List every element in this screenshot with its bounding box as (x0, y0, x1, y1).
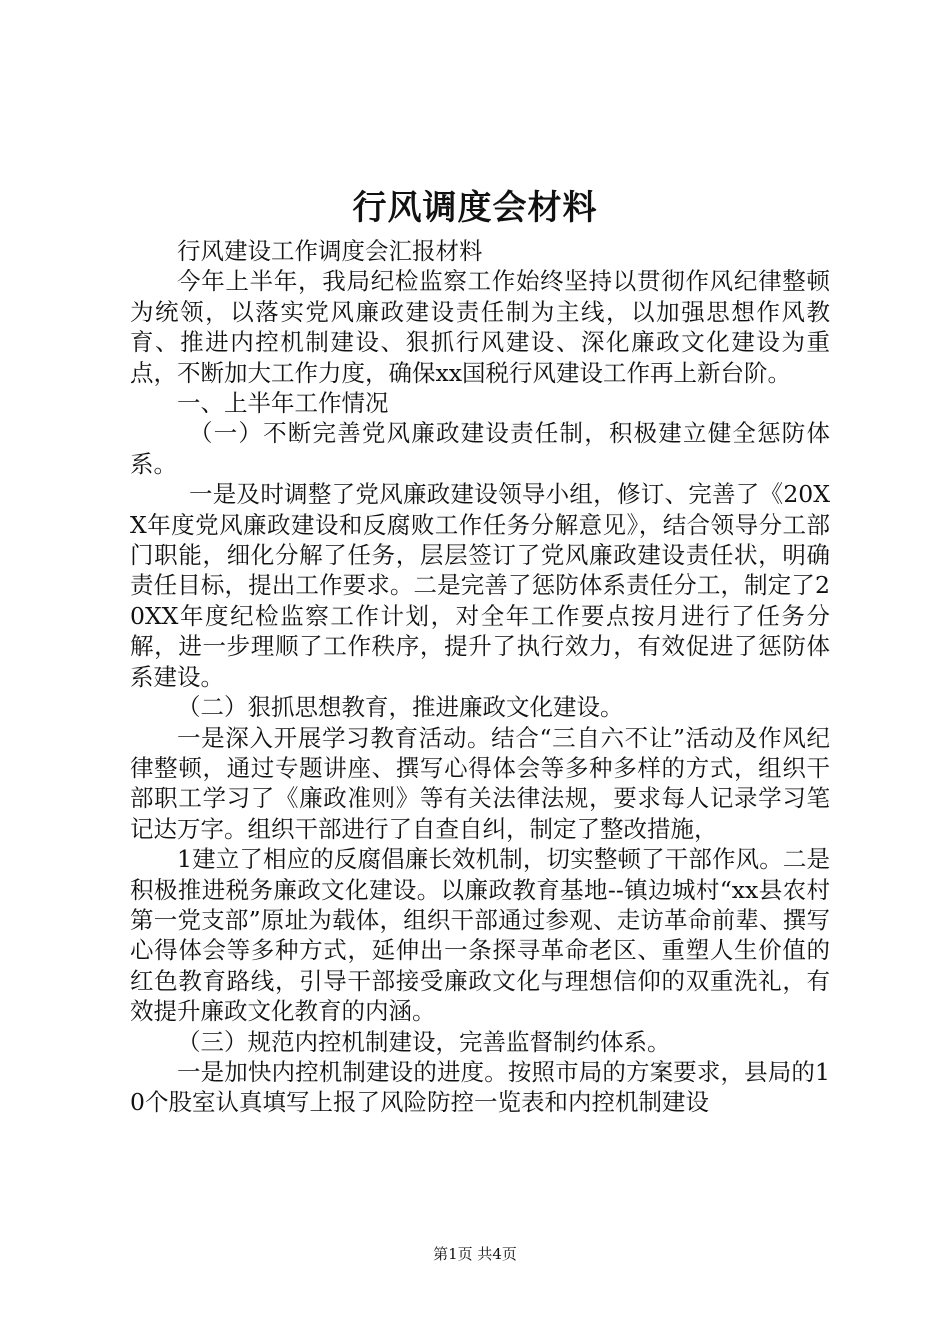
body-paragraph: 1建立了相应的反腐倡廉长效机制，切实整顿了干部作风。二是积极推进税务廉政文化建设。以廉政教育基地--镇边城村“xx县农村第一党支部”原址为载体，组织干部通过参观、走访革命前辈、撰写心得体会等多种方式，延伸出一条探寻革命老区、重塑人生价值的红色教育路线，引导干部接受廉政文化与理想信仰的双重洗礼，有效提升廉政文化教育的内涵。 (130, 845, 830, 1026)
document-title: 行风调度会材料 (352, 188, 598, 228)
document-body (130, 236, 830, 1118)
subsection-heading: （二）狠抓思想教育，推进廉政文化建设。 (177, 693, 624, 722)
subtitle-paragraph: 行风建设工作调度会汇报材料 (177, 237, 483, 265)
subsection-heading: （一）不断完善党风廉政建设责任制，积极建立健全惩防体系。 (130, 419, 830, 478)
body-paragraph: 一是加快内控机制建设的进度。按照市局的方案要求，县局的10个股室认真填写上报了风险防控一览表和内控机制建设 (130, 1057, 830, 1117)
subsection-heading: （三）规范内控机制建设，完善监督制约体系。 (177, 1027, 671, 1056)
intro-paragraph: 今年上半年，我局纪检监察工作始终坚持以贯彻作风纪律整顿为统领，以落实党风廉政建设责任制为主线，以加强思想作风教育、推进内控机制建设、狠抓行风建设、深化廉政文化建设为重点，不断加大工作力度，确保xx国税行风建设工作再上新台阶。 (130, 267, 830, 387)
body-paragraph: 一是及时调整了党风廉政建设领导小组，修订、完善了《20XX年度党风廉政建设和反腐败工作任务分解意见》，结合领导分工部门职能，细化分解了任务，层层签订了党风廉政建设责任状，明确责任目标，提出工作要求。二是完善了惩防体系责任分工，制定了20XX年度纪检监察工作计划，对全年工作要点按月进行了任务分解，进一步理顺了工作秩序，提升了执行效力，有效促进了惩防体系建设。 (130, 480, 830, 691)
section-heading: 一、上半年工作情况 (177, 389, 389, 418)
body-paragraph: 一是深入开展学习教育活动。结合“三自六不让”活动及作风纪律整顿，通过专题讲座、撰写心得体会等多种多样的方式，组织干部职工学习了《廉政准则》等有关法律法规，要求每人记录学习笔记达万字。组织干部进行了自查自纠，制定了整改措施， (130, 723, 830, 843)
page-footer: 第1页 共4页 (433, 1245, 517, 1263)
